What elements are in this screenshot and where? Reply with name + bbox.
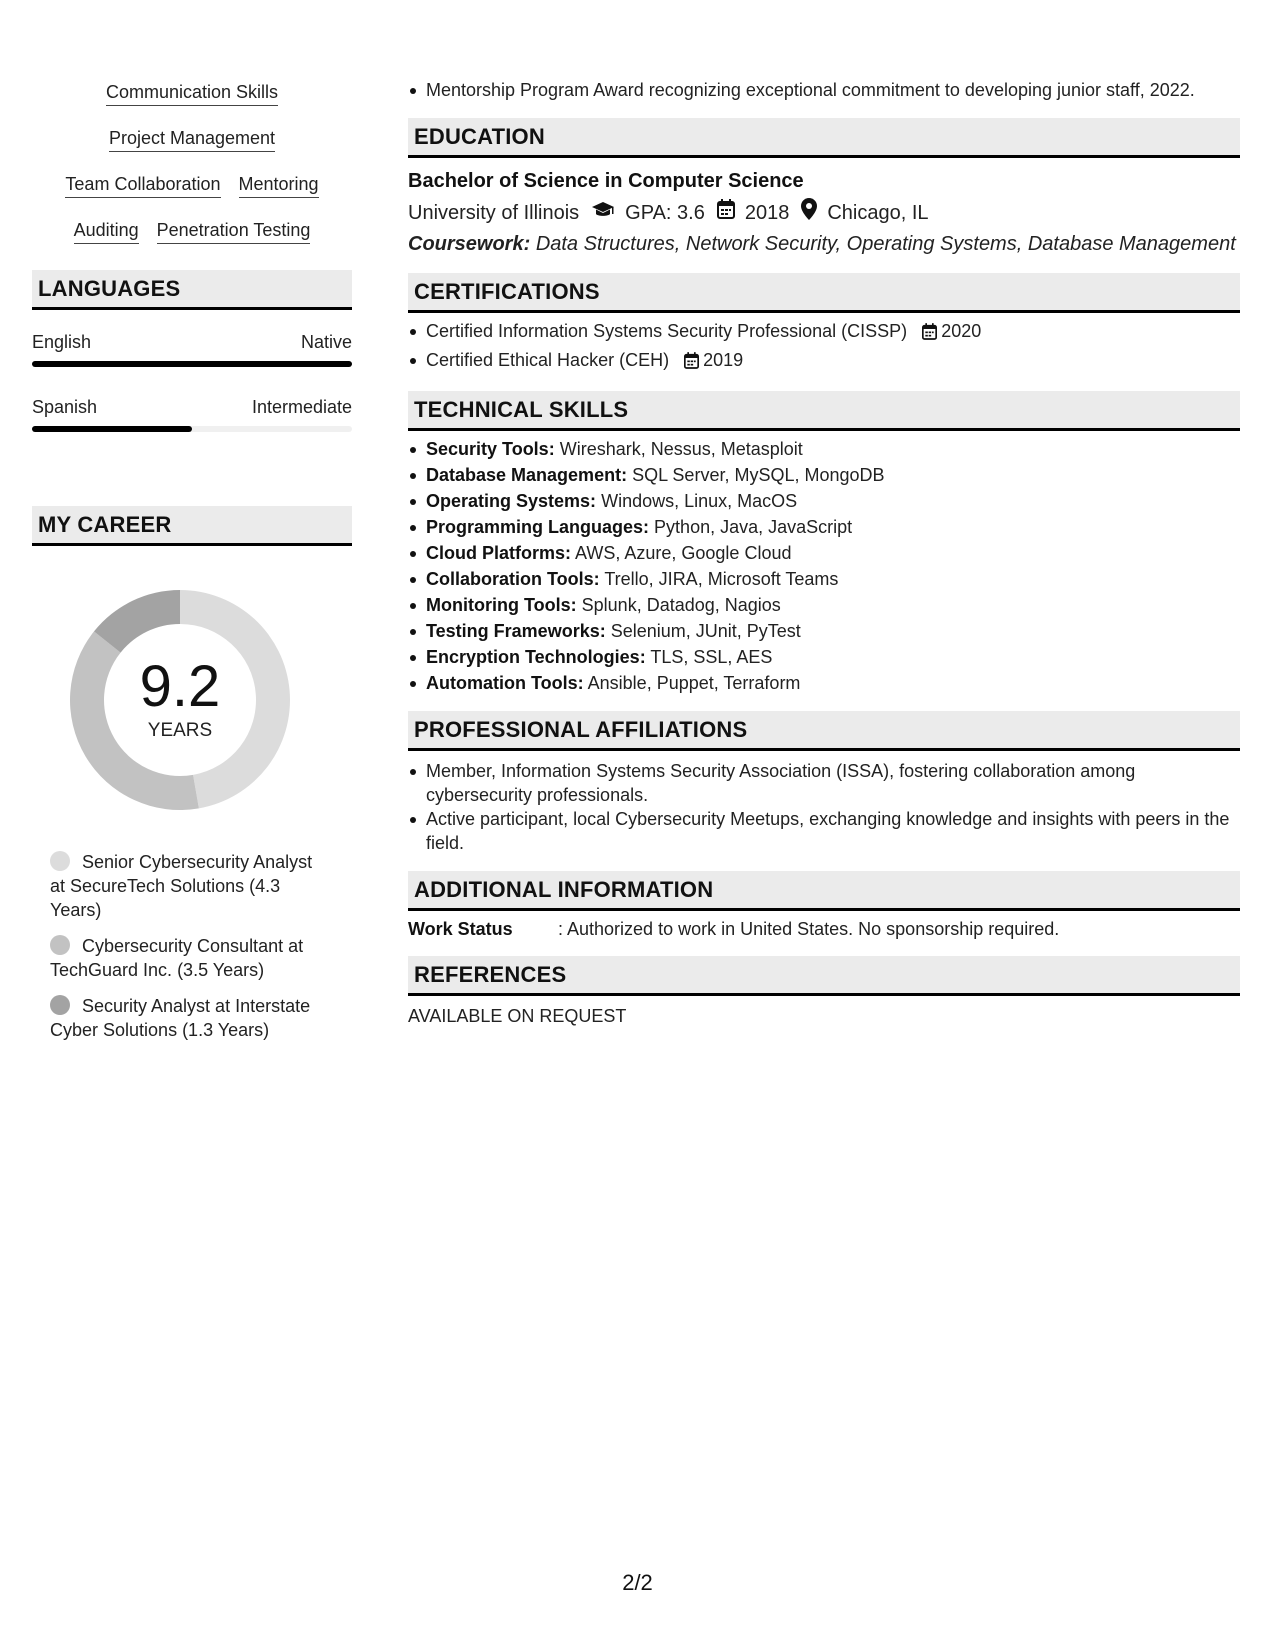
skill-tag: Project Management [109,128,275,152]
language-name: Spanish [32,397,98,417]
affiliations-title: PROFESSIONAL AFFILIATIONS [414,716,748,742]
skill-values: Splunk, Datadog, Nagios [581,595,781,615]
skill-tag: Auditing [74,220,139,244]
language-bar [32,361,352,367]
technical-skill-item [408,593,1240,617]
skill-row [32,82,352,106]
education-gpa: GPA: 3.6 [625,201,705,224]
additional-info-title: ADDITIONAL INFORMATION [414,876,714,902]
career-title: MY CAREER [38,511,172,537]
work-status-label: Work Status [408,919,513,939]
skill-row [32,174,352,198]
skills-tags [32,82,352,244]
education-degree: Bachelor of Science in Computer Science [408,170,804,192]
affiliations-section [408,711,1240,855]
career-legend-label: Senior Cybersecurity Analyst at SecureTech Solutions (4.3 Years) [50,852,313,920]
career-legend-item [50,850,332,922]
graduation-cap-icon [591,200,615,226]
references-text: AVAILABLE ON REQUEST [408,1006,627,1026]
certification-name: Certified Information Systems Security Professional (CISSP) [426,321,908,341]
certification-year: 2020 [941,321,982,341]
career-total: 9.2 [139,654,221,719]
skill-category: Automation Tools: [426,673,584,693]
skill-values: Ansible, Puppet, Terraform [587,673,801,693]
technical-skill-item [408,437,1240,461]
education-location: Chicago, IL [827,201,929,224]
additional-info-section [408,871,1240,940]
career-unit: YEARS [147,720,213,741]
legend-dot [50,851,70,871]
coursework-label: Coursework: [408,233,531,255]
skill-row [32,220,352,244]
certification-item [408,319,1240,346]
technical-skill-item [408,515,1240,539]
technical-skills-title: TECHNICAL SKILLS [414,396,629,422]
technical-skill-item [408,567,1240,591]
language-bar [32,426,352,432]
references-section [408,956,1240,1027]
skill-category: Security Tools: [426,439,555,459]
career-legend-item [50,934,332,982]
technical-skill-item [408,619,1240,643]
education-year: 2018 [744,201,790,224]
skill-tag: Communication Skills [106,82,278,106]
education-details [408,198,1240,227]
language-name: English [32,332,92,352]
coursework-value: Data Structures, Network Security, Operating Systems, Database Management [535,233,1236,255]
technical-skills-list [408,437,1240,695]
technical-skill-item [408,489,1240,513]
skill-values: AWS, Azure, Google Cloud [575,543,792,563]
technical-skills-heading [408,391,1240,431]
certification-name: Certified Ethical Hacker (CEH) [426,350,670,370]
language-level: Intermediate [251,397,352,417]
left-column [32,82,352,1054]
affiliations-heading [408,711,1240,751]
education-section [408,118,1240,257]
skill-values: Wireshark, Nessus, Metasploit [559,439,803,459]
certifications-title: CERTIFICATIONS [414,278,600,304]
career-heading [32,506,352,546]
education-school: University of Illinois [408,201,580,224]
skill-category: Encryption Technologies: [426,647,646,667]
career-legend-label: Cybersecurity Consultant at TechGuard Inc. (3.5 Years) [50,936,304,980]
skill-values: Trello, JIRA, Microsoft Teams [604,569,839,589]
education-heading [408,118,1240,158]
certifications-section [408,273,1240,375]
education-title: EDUCATION [414,123,545,149]
technical-skill-item [408,463,1240,487]
language-item [32,397,352,432]
language-level: Native [300,332,352,352]
skill-category: Monitoring Tools: [426,595,577,615]
career-legend-label: Security Analyst at Interstate Cyber Solutions (1.3 Years) [50,996,311,1040]
certification-item [408,348,1240,375]
skill-values: Selenium, JUnit, PyTest [610,621,801,641]
skill-category: Collaboration Tools: [426,569,600,589]
career-legend [32,850,332,1042]
skill-values: Python, Java, JavaScript [654,517,853,537]
additional-info-heading [408,871,1240,911]
right-column [408,78,1240,1027]
legend-dot [50,935,70,955]
award-item: Mentorship Program Award recognizing exceptional commitment to developing junior staff, 2022. [408,78,1240,102]
legend-dot [50,995,70,1015]
calendar-icon [717,199,735,226]
language-item [32,332,352,367]
skill-tag: Mentoring [239,174,319,198]
languages-title: LANGUAGES [38,275,181,301]
calendar-icon [922,322,937,346]
skill-row [32,128,352,152]
work-status-row [408,919,1240,940]
career-legend-item [50,994,332,1042]
references-title: REFERENCES [414,961,567,987]
skill-values: SQL Server, MySQL, MongoDB [632,465,885,485]
awards-list [408,78,1240,102]
location-pin-icon [801,198,817,227]
skill-category: Programming Languages: [426,517,650,537]
skill-category: Cloud Platforms: [426,543,572,563]
skill-tag: Team Collaboration [65,174,220,198]
language-bar-fill [32,426,192,432]
technical-skill-item [408,645,1240,669]
certifications-heading [408,273,1240,313]
certification-year: 2019 [703,350,744,370]
technical-skill-item [408,541,1240,565]
calendar-icon [684,351,699,375]
skill-category: Database Management: [426,465,628,485]
certifications-list [408,319,1240,375]
education-coursework [408,231,1240,257]
technical-skills-section [408,391,1240,695]
skill-tag: Penetration Testing [157,220,311,244]
skill-category: Operating Systems: [426,491,597,511]
skill-values: TLS, SSL, AES [650,647,773,667]
work-status-value: : Authorized to work in United States. No sponsorship required. [558,919,1060,939]
affiliation-item: Active participant, local Cybersecurity Meetups, exchanging knowledge and insights with peers in the field. [408,807,1240,855]
references-heading [408,956,1240,996]
career-donut-chart [66,586,294,814]
page-number: 2/2 [622,1570,653,1595]
skill-values: Windows, Linux, MacOS [601,491,798,511]
languages-heading [32,270,352,310]
affiliations-list [408,759,1240,855]
language-bar-fill [32,361,352,367]
technical-skill-item [408,671,1240,695]
affiliation-item: Member, Information Systems Security Association (ISSA), fostering collaboration among cybersecurity professionals. [408,759,1240,807]
skill-category: Testing Frameworks: [426,621,606,641]
